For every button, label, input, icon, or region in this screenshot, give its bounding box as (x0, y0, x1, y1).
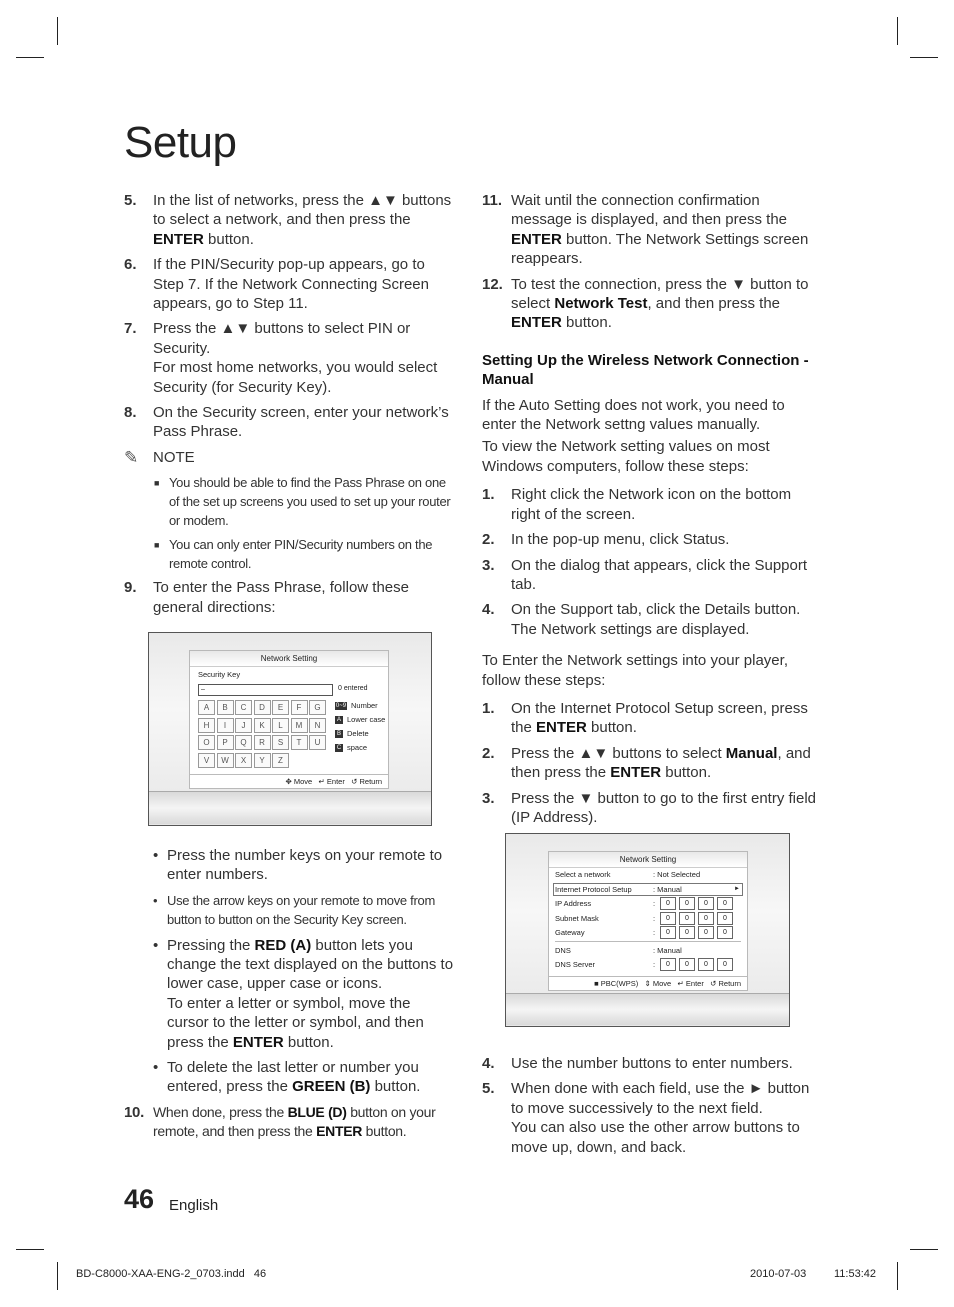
security-key-screenshot (148, 632, 432, 826)
note-heading: ✎ NOTE (124, 447, 195, 467)
key-button[interactable]: Y (254, 753, 271, 768)
file-slug: BD-C8000-XAA-ENG-2_0703.indd 46 (76, 1268, 267, 1280)
setting-label: Internet Protocol Setup (555, 885, 632, 894)
step-12: 12. To test the connection, press the ▼ button to select Network Test, and then press the ENTER button. (482, 275, 809, 332)
dialog-footer: ■ PBC(WPS) ⇕ Move ↵ Enter ↺ Return (549, 976, 747, 990)
setting-value: : Manual (653, 946, 682, 955)
crop-mark (16, 57, 44, 58)
key-button[interactable]: T (291, 735, 308, 750)
security-key-input[interactable]: – (198, 684, 333, 696)
octet-field[interactable]: 0 (717, 912, 733, 925)
key-button[interactable]: W (217, 753, 234, 768)
legend-lower-case: A Lower case (336, 715, 386, 724)
key-button[interactable]: G (309, 700, 326, 715)
setting-label: IP Address (555, 899, 592, 908)
view-step-1: 1. Right click the Network icon on the bottom right of the screen. (482, 486, 792, 523)
setting-value: : (653, 899, 656, 908)
octet-field[interactable]: 0 (679, 912, 695, 925)
field-label: Security Key (198, 670, 241, 679)
key-button[interactable]: B (217, 700, 234, 715)
view-step-4: 4. On the Support tab, click the Details button. The Network settings are displayed. (482, 601, 801, 638)
intro-paragraph: To view the Network setting values on most Windows computers, follow these steps: (482, 438, 770, 475)
right-column (482, 191, 816, 833)
screen-band (506, 993, 789, 1025)
intro-paragraph: If the Auto Setting does not work, you need to enter the Network settng values manually. (482, 396, 785, 434)
right-arrow-icon: ► (734, 886, 740, 892)
key-button[interactable]: Q (235, 735, 252, 750)
bullet-item: • Press the number keys on your remote to enter numbers. (153, 847, 443, 884)
key-button[interactable]: A (198, 700, 215, 715)
enter-icon: ↵ (318, 777, 325, 786)
slug-time: 11:53:42 (834, 1268, 877, 1280)
octet-field[interactable]: 0 (698, 912, 714, 925)
key-button[interactable]: Z (272, 753, 289, 768)
network-setting-dialog (548, 851, 748, 991)
square-bullet-icon: ■ (154, 540, 160, 551)
octet-field[interactable]: 0 (698, 897, 714, 910)
slug-date: 2010-07-03 (750, 1268, 807, 1280)
key-button[interactable]: C (235, 700, 252, 715)
security-key-dialog (189, 650, 389, 789)
key-button[interactable]: X (235, 753, 252, 768)
left-column-lower (124, 846, 456, 1148)
setting-value: : (653, 914, 656, 923)
move-icon: ✥ (285, 777, 292, 786)
octet-field[interactable]: 0 (698, 926, 714, 939)
step-5: 5. In the list of networks, press the ▲▼ buttons to select a network, and then press the ENTER button. (124, 192, 452, 248)
crop-mark (897, 1262, 898, 1290)
final-step-5: 5. When done with each field, use the ► button to move successively to the next field. You can also use the other arrow buttons to move up, down, and back. (482, 1080, 810, 1156)
octet-field[interactable]: 0 (717, 926, 733, 939)
step-6: 6. If the PIN/Security pop-up appears, go to Step 7. If the Network Connecting Screen appears, go to Step 11. (124, 256, 429, 313)
view-step-2: 2. In the pop-up menu, click Status. (482, 531, 730, 549)
key-legend (335, 699, 385, 755)
square-bullet-icon: ■ (154, 478, 160, 489)
octet-field[interactable]: 0 (698, 958, 714, 971)
step-11: 11. Wait until the connection confirmation message is displayed, and then press the ENTER button. The Network Settings screen reappears. (482, 192, 809, 268)
key-button[interactable]: E (272, 700, 289, 715)
pencil-icon: ✎ (124, 447, 139, 467)
crop-mark (910, 57, 938, 58)
octet-field[interactable]: 0 (660, 897, 676, 910)
setting-value: : (653, 928, 656, 937)
network-setting-screenshot (505, 833, 790, 1027)
setting-label: Gateway (555, 928, 585, 937)
setting-label: Select a network (555, 870, 611, 879)
enter-step-1: 1. On the Internet Protocol Setup screen, press the ENTER button. (482, 699, 808, 737)
key-button[interactable]: R (254, 735, 271, 750)
setting-label: DNS (555, 946, 571, 955)
key-button[interactable]: H (198, 718, 215, 733)
legend-space: C space (336, 743, 368, 752)
up-down-icon: ⇕ (644, 979, 651, 988)
key-button[interactable]: L (272, 718, 289, 733)
key-button[interactable]: K (254, 718, 271, 733)
bullet-item: • Use the arrow keys on your remote to move from button to button on the Security Key screen. (153, 892, 435, 928)
step-8: 8. On the Security screen, enter your network’s Pass Phrase. (124, 404, 449, 441)
dialog-footer: ✥ Move ↵ Enter ↺ Return (190, 774, 388, 788)
octet-field[interactable]: 0 (679, 958, 695, 971)
octet-field[interactable]: 0 (660, 958, 676, 971)
page-title: Setup (124, 118, 237, 167)
step-7: 7. Press the ▲▼ buttons to select PIN or Security. For most home networks, you would select Security (for Security Key). (124, 320, 438, 396)
step-10: 10. When done, press the BLUE (D) button on your remote, and then press the ENTER button. (124, 1103, 436, 1140)
legend-number: 0~9 Number (335, 701, 378, 710)
legend-delete: B Delete (336, 729, 369, 738)
setting-value: : (653, 960, 656, 969)
right-column-lower (482, 1054, 816, 1163)
key-button[interactable]: N (309, 718, 326, 733)
enter-step-3: 3. Press the ▼ button to go to the first entry field (IP Address). (482, 789, 817, 826)
key-button[interactable]: F (291, 700, 308, 715)
crop-mark (897, 17, 898, 45)
key-button[interactable]: J (235, 718, 252, 733)
enter-intro: To Enter the Network settings into your player, follow these steps: (482, 652, 788, 689)
key-button[interactable]: P (217, 735, 234, 750)
setting-label: Subnet Mask (555, 914, 599, 923)
crop-mark (57, 17, 58, 45)
square-icon: ■ (594, 979, 599, 988)
key-button[interactable]: V (198, 753, 215, 768)
enter-step-2: 2. Press the ▲▼ buttons to select Manual, and then press the ENTER button. (482, 744, 811, 782)
octet-field[interactable]: 0 (679, 926, 695, 939)
page-number: 46 (124, 1184, 155, 1214)
key-button[interactable]: U (309, 735, 326, 750)
bullet-item: • Pressing the RED (A) button lets you change the text displayed on the buttons to lower case, upper case or icons. To enter a letter or symbol, move the cursor to the letter or symbol, and then press the ENTER button. (153, 936, 454, 1051)
note-item: ■ You can only enter PIN/Security numbers on the remote control. (154, 537, 433, 572)
return-icon: ↺ (710, 979, 717, 988)
view-step-3: 3. On the dialog that appears, click the Support tab. (482, 556, 808, 593)
key-button[interactable]: I (217, 718, 234, 733)
screen-band (149, 791, 431, 824)
step-9: 9. To enter the Pass Phrase, follow these general directions: (124, 579, 409, 616)
note-item: ■ You should be able to find the Pass Phrase on one of the set up screens you used to set up your router or modem. (154, 475, 451, 529)
dialog-title: Network Setting (549, 852, 747, 868)
crop-mark (16, 1249, 44, 1250)
selected-row-highlight[interactable] (553, 883, 743, 896)
key-button[interactable]: S (272, 735, 289, 750)
octet-field[interactable]: 0 (679, 897, 695, 910)
key-button[interactable]: M (291, 718, 308, 733)
final-step-4: 4. Use the number buttons to enter numbers. (482, 1055, 793, 1072)
entered-count: 0 entered (338, 685, 368, 692)
key-button[interactable]: O (198, 735, 215, 750)
octet-field[interactable]: 0 (660, 926, 676, 939)
octet-field[interactable]: 0 (717, 897, 733, 910)
octet-field[interactable]: 0 (717, 958, 733, 971)
setting-value: : Manual (653, 885, 682, 894)
divider (555, 941, 741, 942)
language-label: English (169, 1197, 219, 1214)
dialog-title: Network Setting (190, 651, 388, 667)
setting-label: DNS Server (555, 960, 596, 969)
return-icon: ↺ (351, 777, 358, 786)
setting-value: : Not Selected (653, 870, 701, 879)
key-button[interactable]: D (254, 700, 271, 715)
bullet-item: • To delete the last letter or number you entered, press the GREEN (B) button. (153, 1059, 421, 1096)
enter-icon: ↵ (677, 979, 684, 988)
left-column (124, 191, 456, 623)
octet-field[interactable]: 0 (660, 912, 676, 925)
section-heading: Setting Up the Wireless Network Connection - Manual (482, 351, 809, 389)
crop-mark (57, 1262, 58, 1290)
crop-mark (910, 1249, 938, 1250)
